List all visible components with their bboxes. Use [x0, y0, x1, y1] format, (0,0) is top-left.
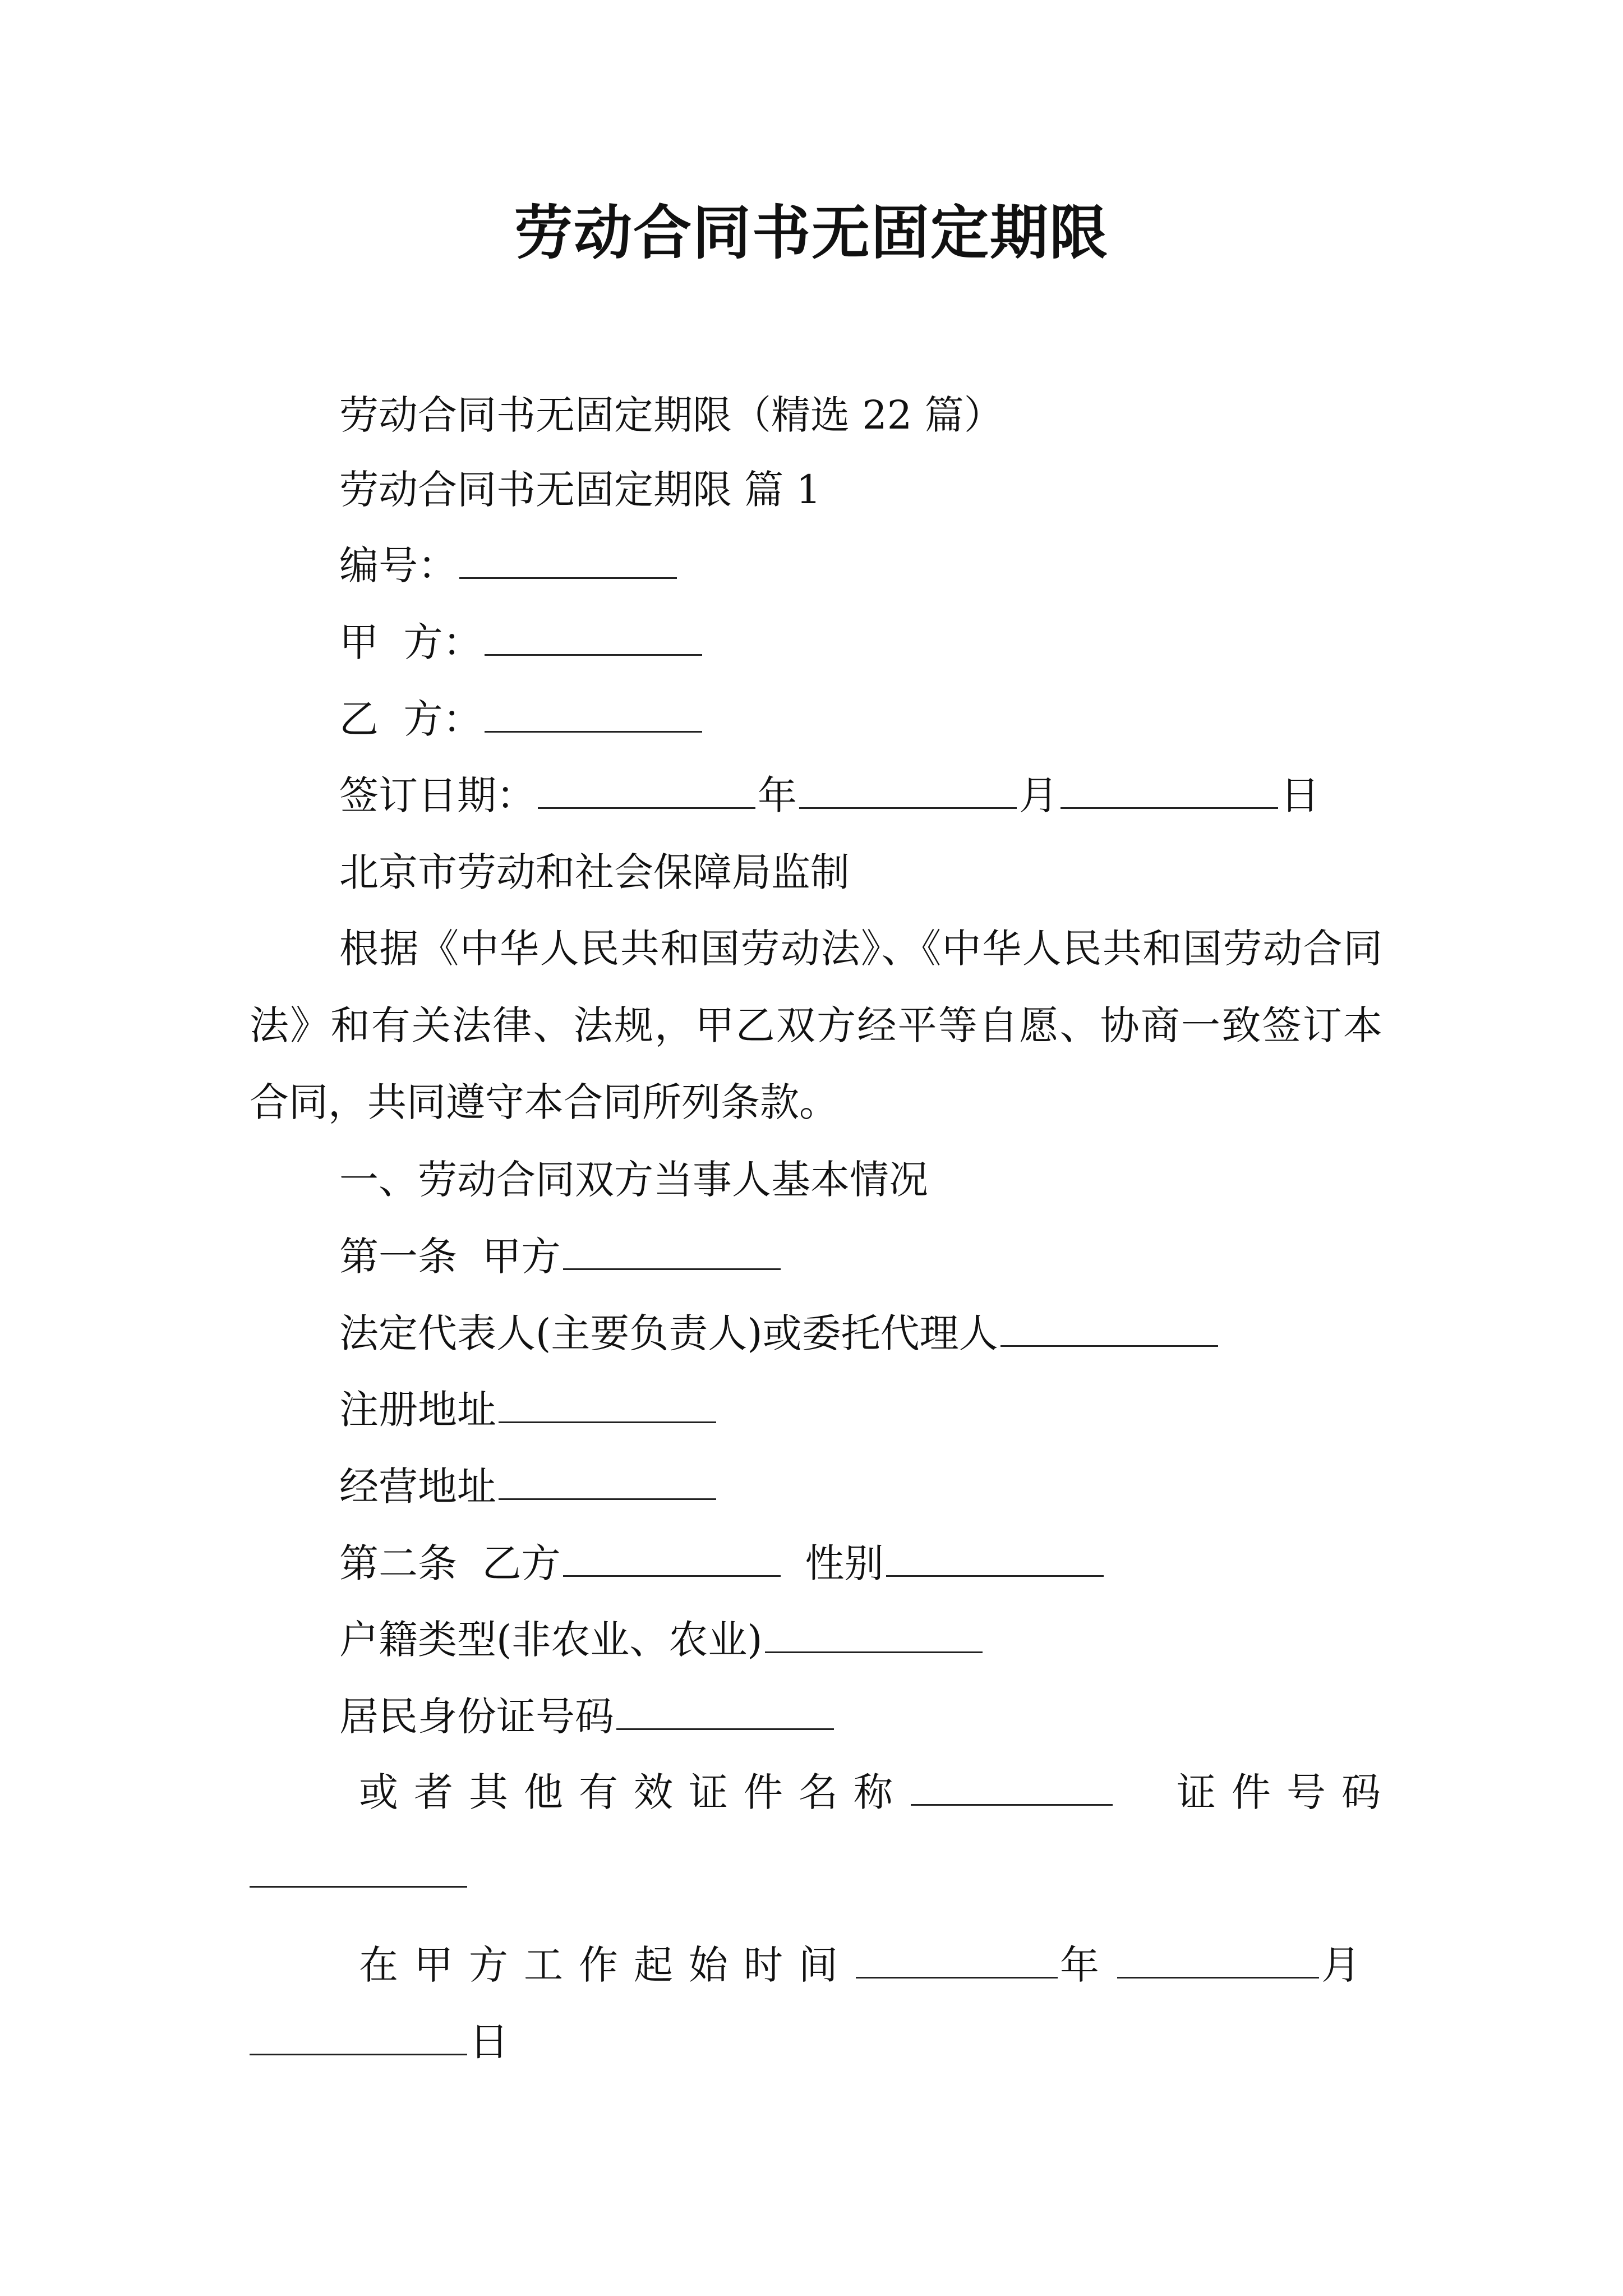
start-day-blank — [250, 2020, 467, 2055]
sign-date-field — [339, 767, 1320, 823]
start-month-blank — [1117, 1943, 1319, 1978]
cert-number-label: 证件号码 — [1177, 1769, 1396, 1815]
legal-rep-line — [339, 1305, 1220, 1361]
registered-address-line — [339, 1382, 718, 1438]
household-type-blank — [765, 1618, 983, 1653]
start-time-label: 在甲方工作起始时间 — [359, 1942, 854, 1988]
registered-address-blank — [499, 1388, 716, 1423]
article-two-label: 第二条 乙方 — [339, 1540, 561, 1586]
business-address-label: 经营地址 — [339, 1464, 496, 1510]
supervisor-line: 北京市劳动和社会保障局监制 — [339, 849, 850, 895]
party-b-name-blank — [563, 1542, 781, 1577]
number-blank — [459, 544, 677, 579]
household-type-line — [339, 1612, 985, 1668]
section-heading: 劳动合同书无固定期限 篇 1 — [339, 467, 822, 513]
start-day-line — [250, 2014, 509, 2070]
household-type-label: 户籍类型(非农业、农业) — [339, 1617, 763, 1663]
subtitle: 劳动合同书无固定期限（精选 22 篇） — [339, 392, 1003, 438]
other-cert-line — [359, 1764, 1115, 1820]
sign-year-blank — [538, 774, 755, 809]
id-number-label: 居民身份证号码 — [339, 1694, 614, 1740]
number-label: 编号： — [339, 542, 457, 588]
year-label: 年 — [758, 772, 797, 818]
party-a-field — [339, 614, 704, 670]
gender-blank — [886, 1542, 1104, 1577]
start-year-blank — [856, 1943, 1058, 1978]
party-b-field — [339, 691, 704, 747]
article-one-label: 第一条 甲方 — [339, 1234, 561, 1280]
sign-day-blank — [1061, 774, 1278, 809]
party-b-blank — [485, 697, 702, 733]
start-year-label: 年 — [1060, 1942, 1115, 1988]
document-title: 劳动合同书无固定期限 — [514, 199, 1109, 267]
other-cert-label: 或者其他有效证件名称 — [359, 1769, 909, 1815]
article-one-line — [339, 1228, 783, 1285]
gender-label: 性别 — [805, 1540, 884, 1586]
sign-month-blank — [799, 774, 1017, 809]
legal-rep-blank — [1000, 1312, 1218, 1347]
number-field — [339, 537, 679, 593]
registered-address-label: 注册地址 — [339, 1387, 496, 1433]
start-month-label: 月 — [1321, 1942, 1376, 1988]
start-day-label: 日 — [469, 2019, 509, 2065]
business-address-blank — [499, 1465, 716, 1500]
preamble-paragraph: 根据《中华人民共和国劳动法》、《中华人民共和国劳动合同法》和有关法律、法规，甲乙双方经平等自愿、协商一致签订本合同，共同遵守本合同所列条款。 — [250, 926, 1382, 1125]
cert-number-blank — [250, 1886, 467, 1888]
id-number-line — [339, 1688, 836, 1745]
part-one-heading: 一、劳动合同双方当事人基本情况 — [339, 1157, 928, 1203]
party-a-name-blank — [563, 1235, 781, 1270]
month-label: 月 — [1019, 772, 1058, 818]
business-address-line — [339, 1458, 718, 1515]
party-a-blank — [485, 620, 702, 656]
day-label: 日 — [1280, 772, 1320, 818]
legal-rep-label: 法定代表人(主要负责人)或委托代理人 — [339, 1310, 998, 1356]
party-a-label: 甲 方： — [339, 619, 482, 665]
article-two-line — [339, 1535, 1106, 1591]
party-b-label: 乙 方： — [339, 696, 482, 742]
start-time-line — [359, 1937, 1376, 1993]
other-cert-blank — [911, 1770, 1113, 1806]
id-number-blank — [616, 1695, 834, 1730]
sign-date-label: 签订日期： — [339, 772, 536, 818]
